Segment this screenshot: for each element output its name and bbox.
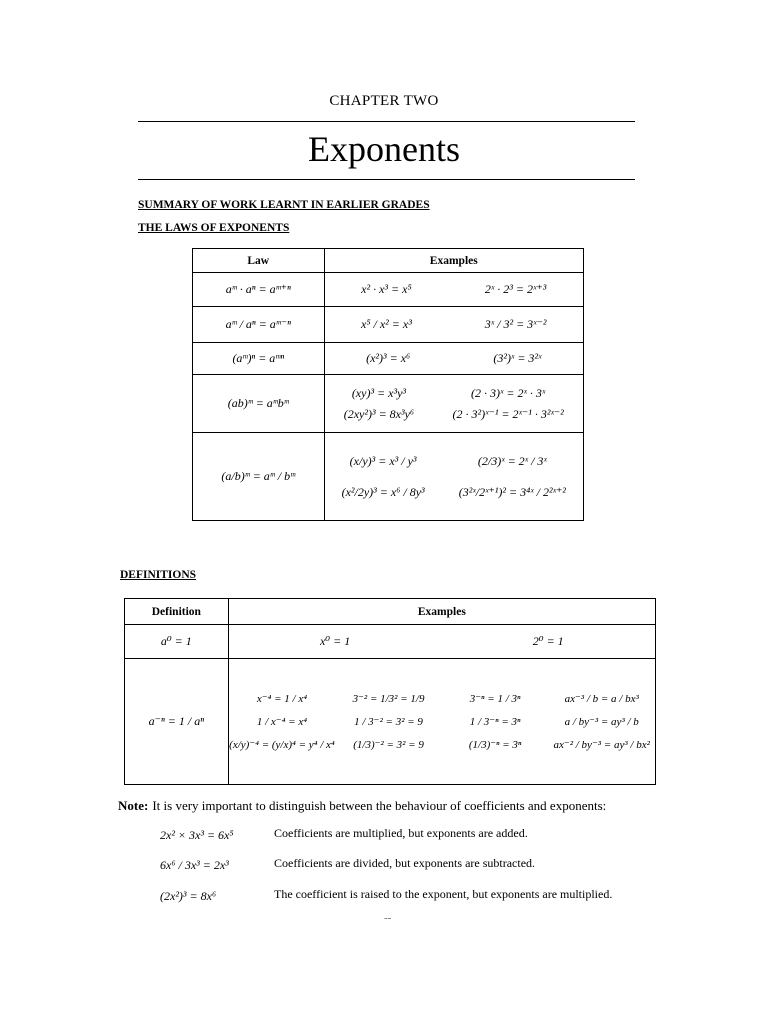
example-formula: x⁰ = 1 (319, 634, 351, 648)
table-row (193, 433, 584, 521)
table-row (193, 307, 584, 343)
example-formula: 3⁻² = 1/3² = 1/9 (352, 693, 425, 705)
laws-table (192, 248, 584, 521)
example-formula: 3⁻ⁿ = 1 / 3ⁿ (469, 693, 521, 705)
definitions-table (124, 598, 656, 785)
note-description: The coefficient is raised to the exponent, but exponents are multiplied. (274, 887, 613, 901)
example-formula: (xy)³ = x³y³ (351, 385, 406, 400)
note-description: Coefficients are divided, but exponents are subtracted. (274, 856, 536, 870)
chapter-label: CHAPTER TWO (329, 93, 439, 109)
note-formula: 6x⁶ / 3x³ = 2x³ (160, 858, 229, 872)
example-formula: x² · x³ = x⁵ (361, 282, 412, 296)
note-label: Note: (118, 798, 149, 813)
example-formula: a / by⁻³ = ay³ / b (564, 716, 639, 728)
example-formula: ax⁻² / by⁻³ = ay³ / bx² (553, 739, 650, 751)
example-formula: (2 · 3²)ˣ⁻¹ = 2ˣ⁻¹ · 3²ˣ⁻² (452, 406, 564, 421)
example-formula: 2ˣ · 2³ = 2ˣ⁺³ (484, 282, 547, 296)
table-row (125, 625, 656, 659)
example-formula: (x²)³ = x⁶ (366, 351, 411, 365)
example-formula: (x/y)⁻⁴ = (y/x)⁴ = y⁴ / x⁴ (229, 739, 335, 751)
table-row (193, 343, 584, 375)
definition-formula: a⁰ = 1 (160, 634, 192, 648)
laws-heading: THE LAWS OF EXPONENTS (138, 222, 290, 234)
note-text: It is very important to distinguish between the behaviour of coefficients and exponents: (152, 798, 607, 813)
law-formula: (ab)ᵐ = aᵐbᵐ (227, 396, 289, 410)
page-marker: -- (384, 912, 392, 924)
examples-column-header: Examples (228, 599, 655, 625)
top-rule (138, 121, 635, 122)
definition-column-header: Definition (125, 599, 229, 625)
examples-column-header: Examples (324, 249, 583, 273)
definition-formula: a⁻ⁿ = 1 / aⁿ (148, 714, 204, 728)
summary-heading: SUMMARY OF WORK LEARNT IN EARLIER GRADES (138, 199, 430, 211)
example-formula: (3²ˣ/2ˣ⁺¹)² = 3⁴ˣ / 2²ˣ⁺² (458, 484, 566, 499)
example-formula: (2xy²)³ = 8x³y⁶ (343, 406, 415, 421)
note-description: Coefficients are multiplied, but exponents are added. (274, 826, 528, 840)
law-formula: aᵐ · aⁿ = aᵐ⁺ⁿ (225, 282, 291, 296)
example-formula: (2/3)ˣ = 2ˣ / 3ˣ (477, 453, 547, 468)
law-column-header: Law (193, 249, 325, 273)
note-expr (160, 856, 290, 874)
note-expr (160, 887, 290, 905)
law-formula: (aᵐ)ⁿ = aᵐⁿ (232, 351, 285, 365)
example-formula: x⁵ / x² = x³ (361, 317, 412, 331)
table-row (193, 273, 584, 307)
page-title: Exponents (308, 129, 460, 169)
note-expr (160, 826, 290, 844)
example-formula: (1/3)⁻ⁿ = 3ⁿ (468, 739, 522, 751)
example-formula: (2 · 3)ˣ = 2ˣ · 3ˣ (471, 385, 546, 400)
example-formula: ax⁻³ / b = a / bx³ (564, 693, 639, 705)
example-formula: (x/y)³ = x³ / y³ (349, 453, 417, 468)
example-formula: 1 / 3⁻² = 3² = 9 (354, 716, 423, 728)
example-formula: x⁻⁴ = 1 / x⁴ (256, 693, 308, 705)
example-formula: (3²)ˣ = 3²ˣ (493, 351, 542, 365)
example-formula: (x²/2y)³ = x⁶ / 8y³ (341, 484, 425, 499)
example-formula: 1 / x⁻⁴ = x⁴ (256, 716, 308, 728)
definitions-heading: DEFINITIONS (120, 569, 197, 581)
example-formula: 3ˣ / 3² = 3ˣ⁻² (484, 317, 547, 331)
note-paragraph (118, 797, 678, 815)
title-rule (138, 179, 635, 180)
example-formula: 1 / 3⁻ⁿ = 3ⁿ (469, 716, 521, 728)
note-formula: (2x²)³ = 8x⁶ (160, 889, 217, 903)
example-formula: (1/3)⁻² = 3² = 9 (353, 739, 424, 751)
law-formula: aᵐ / aⁿ = aᵐ⁻ⁿ (225, 317, 291, 331)
table-row (193, 375, 584, 433)
example-formula: 2⁰ = 1 (532, 634, 564, 648)
law-formula: (a/b)ᵐ = aᵐ / bᵐ (221, 469, 296, 483)
table-row (125, 659, 656, 785)
note-formula: 2x² × 3x³ = 6x⁵ (160, 828, 234, 842)
